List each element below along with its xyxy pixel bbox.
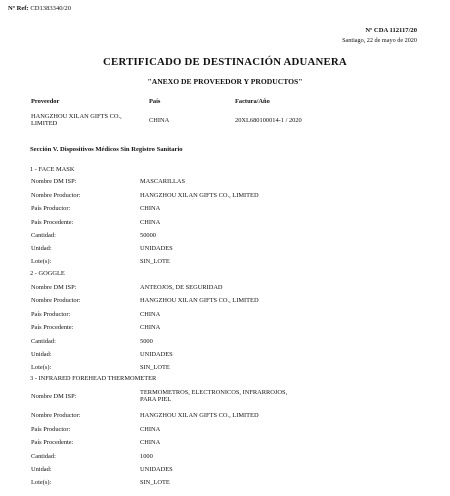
field-value: CHINA [140,439,161,446]
field-label: Nombre DM ISP: [31,393,77,400]
field-label: Lote(s): [31,258,52,265]
invoice-number: 20XL680100014-1 / 2020 [235,117,302,124]
field-value: CHINA [140,311,161,318]
item-heading: 2 - GOGGLE [30,270,65,277]
field-value: HANGZHOU XILAN GIFTS CO., LIMITED [140,412,259,419]
field-value: SIN_LOTE [140,479,170,486]
provider-name-line2: LIMITED [31,120,58,128]
field-label: Cantidad: [31,232,56,239]
field-label: Lote(s): [31,364,52,371]
field-value: UNIDADES [140,245,173,252]
field-label: Cantidad: [31,453,56,460]
field-label: Nombre Productor: [31,297,81,304]
field-value: CHINA [140,324,161,331]
field-label: Unidad: [31,245,52,252]
field-value: UNIDADES [140,466,173,473]
field-label: Unidad: [31,351,52,358]
provider-header: Proveedor [31,98,60,105]
item-heading: 3 - INFRARED FOREHEAD THERMOMETER [30,375,157,382]
field-label: Nombre Productor: [31,412,81,419]
invoice-header: Factura/Año [235,98,270,105]
field-label: País Productor: [31,311,71,318]
field-label: País Productor: [31,426,71,433]
field-value: MASCARILLAS [140,178,186,185]
field-value: HANGZHOU XILAN GIFTS CO., LIMITED [140,297,259,304]
reference-label: Nº Ref: [8,5,29,12]
cda-label: Nº CDA [365,27,388,34]
document-subtitle: "ANEXO DE PROVEEDOR Y PRODUCTOS" [147,77,303,86]
field-value: SIN_LOTE [140,258,170,265]
reference-value: CD1383340/20 [30,5,71,12]
field-label: País Productor: [31,205,71,212]
cda-value: 112117/20 [389,27,417,34]
reference-number [8,5,71,13]
field-value: 5000 [140,338,153,345]
field-value: 50000 [140,232,156,239]
field-label: País Procedente: [31,439,74,446]
item-heading: 1 - FACE MASK [30,166,75,173]
field-label: Nombre Productor: [31,192,81,199]
field-value: HANGZHOU XILAN GIFTS CO., LIMITED [140,192,259,199]
field-value: SIN_LOTE [140,364,170,371]
issue-date: Santiago, 22 de mayo de 2020 [342,37,417,44]
section-title: Sección V. Dispositivos Médicos Sin Registro Sanitario [30,146,183,153]
field-label: País Procedente: [31,324,74,331]
provider-country: CHINA [149,117,170,124]
field-label: Cantidad: [31,338,56,345]
field-label: Nombre DM ISP: [31,284,77,291]
country-header: País [149,98,161,105]
field-value: TERMOMETROS, ELECTRONICOS, INFRARROJOS, PARA PIEL [140,389,288,404]
field-value: UNIDADES [140,351,173,358]
field-label: Lote(s): [31,479,52,486]
cda-number [365,27,417,35]
field-value: 1000 [140,453,153,460]
field-value: ANTEOJOS, DE SEGURIDAD [140,284,223,291]
field-label: Nombre DM ISP: [31,178,77,185]
field-value: CHINA [140,219,161,226]
provider-name-line1: HANGZHOU XILAN GIFTS CO., [31,113,122,120]
provider-name [31,113,122,128]
field-value: CHINA [140,426,161,433]
document-title: CERTIFICADO DE DESTINACIÓN ADUANERA [103,56,347,68]
field-label: País Procedente: [31,219,74,226]
field-value: CHINA [140,205,161,212]
field-label: Unidad: [31,466,52,473]
